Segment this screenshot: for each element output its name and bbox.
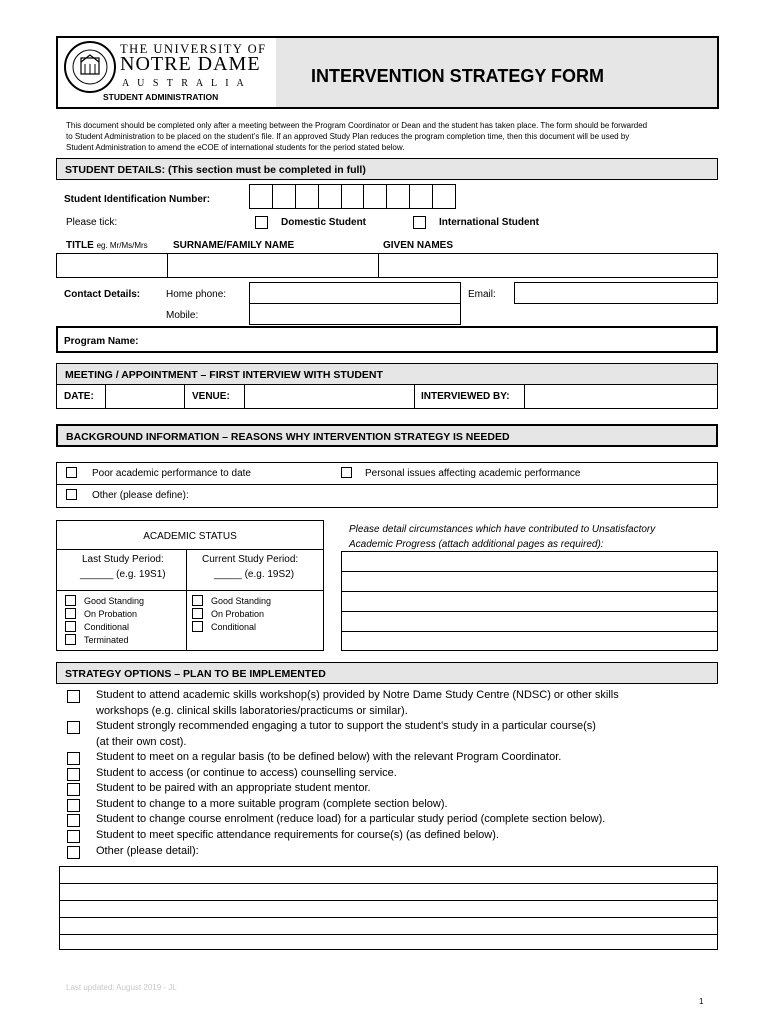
last-terminated-checkbox[interactable] <box>65 634 76 645</box>
circumstances-rule <box>341 611 718 612</box>
other-detail-rule <box>59 900 718 901</box>
interviewed-by-field[interactable] <box>524 384 718 409</box>
date-field[interactable] <box>105 384 185 409</box>
circumstances-rule <box>341 571 718 572</box>
other-define-label: Other (please define): <box>92 490 189 501</box>
strategy-option-8-checkbox[interactable] <box>67 830 80 843</box>
strategy-option-3-line1: Student to meet on a regular basis (to be defined below) with the relevant Program Coordinator. <box>96 751 562 763</box>
current-conditional-checkbox[interactable] <box>192 621 203 632</box>
current-good-standing-checkbox[interactable] <box>192 595 203 606</box>
university-line1: THE UNIVERSITY OF <box>120 42 267 56</box>
strategy-option-5-checkbox[interactable] <box>67 783 80 796</box>
given-names-field[interactable] <box>378 253 718 278</box>
strategy-option-7-checkbox[interactable] <box>67 814 80 827</box>
last-period-label: Last Study Period: <box>82 554 164 565</box>
last-conditional-checkbox[interactable] <box>65 621 76 632</box>
domestic-label: Domestic Student <box>281 217 367 228</box>
surname-field[interactable] <box>167 253 379 278</box>
venue-label: VENUE: <box>192 391 230 402</box>
strategy-option-2-line2: (at their own cost). <box>96 736 187 748</box>
email-field[interactable] <box>514 282 718 304</box>
domestic-checkbox[interactable] <box>255 216 268 229</box>
circumstances-line2: Academic Progress (attach additional pages as required): <box>349 539 604 550</box>
home-phone-field[interactable] <box>249 282 461 304</box>
current-on-probation-checkbox[interactable] <box>192 608 203 619</box>
interviewed-by-label: INTERVIEWED BY: <box>421 391 510 402</box>
student-id-label: Student Identification Number: <box>64 194 211 205</box>
program-name-label: Program Name: <box>64 336 139 347</box>
circumstances-line1: Please detail circumstances which have contributed to Unsatisfactory <box>349 524 656 535</box>
university-line2: NOTRE DAME <box>120 53 261 75</box>
last-good-standing-checkbox[interactable] <box>65 595 76 606</box>
title-label <box>66 240 148 251</box>
strategy-option-7-line1: Student to change course enrolment (reduce load) for a particular study period (complete section below). <box>96 813 606 825</box>
date-label: DATE: <box>64 391 94 402</box>
student-details-heading: STUDENT DETAILS: (This section must be completed in full) <box>56 158 718 180</box>
academic-status-heading: ACADEMIC STATUS <box>143 531 237 542</box>
other-detail-rule <box>59 917 718 918</box>
strategy-option-9-checkbox[interactable] <box>67 846 80 859</box>
current-conditional-label: Conditional <box>211 622 257 632</box>
student-id-boxes[interactable] <box>249 184 456 209</box>
last-updated-note: Last updated: August 2019 - JL <box>66 983 177 992</box>
other-detail-rule <box>59 883 718 884</box>
strategy-option-1-checkbox[interactable] <box>67 690 80 703</box>
home-phone-label: Home phone: <box>166 289 227 300</box>
circumstances-rule <box>341 631 718 632</box>
meeting-heading: MEETING / APPOINTMENT – FIRST INTERVIEW WITH STUDENT <box>56 363 718 385</box>
other-define-checkbox[interactable] <box>66 489 77 500</box>
current-period-label: Current Study Period: <box>202 554 299 565</box>
university-line3: A U S T R A L I A <box>122 78 247 89</box>
contact-details-label: Contact Details: <box>64 289 141 300</box>
strategy-option-6-checkbox[interactable] <box>67 799 80 812</box>
last-terminated-label: Terminated <box>84 635 129 645</box>
surname-label: SURNAME/FAMILY NAME <box>173 240 295 251</box>
please-tick-label: Please tick: <box>66 217 118 228</box>
department-label: STUDENT ADMINISTRATION <box>103 92 219 102</box>
strategy-option-1-line2: workshops (e.g. clinical skills laboratories/practicums or similar). <box>96 705 408 717</box>
title-field[interactable] <box>56 253 168 278</box>
title-label-text: TITLE <box>66 240 94 251</box>
last-period-hint: ______ (e.g. 19S1) <box>80 569 166 580</box>
form-title: INTERVENTION STRATEGY FORM <box>311 66 605 86</box>
strategy-option-4-checkbox[interactable] <box>67 768 80 781</box>
program-name-field[interactable] <box>56 326 718 353</box>
email-label: Email: <box>468 289 496 300</box>
last-on-probation-checkbox[interactable] <box>65 608 76 619</box>
personal-issues-label: Personal issues affecting academic performance <box>365 468 581 479</box>
page-number: 1 <box>699 997 704 1006</box>
academic-status-divider1 <box>56 549 324 550</box>
poor-performance-label: Poor academic performance to date <box>92 468 251 479</box>
current-on-probation-label: On Probation <box>211 609 265 619</box>
intro-line3: Student Administration to amend the eCOE of international students for the period stated below. <box>66 143 405 152</box>
mobile-label: Mobile: <box>166 310 199 321</box>
circumstances-rule <box>341 591 718 592</box>
last-conditional-label: Conditional <box>84 622 130 632</box>
university-seal-icon <box>63 40 117 94</box>
current-good-standing-label: Good Standing <box>211 596 272 606</box>
other-detail-lines[interactable] <box>59 866 718 950</box>
international-label: International Student <box>439 217 539 228</box>
circumstances-lines[interactable] <box>341 551 718 651</box>
international-checkbox[interactable] <box>413 216 426 229</box>
academic-status-divider2 <box>56 590 324 591</box>
strategy-option-6-line1: Student to change to a more suitable program (complete section below). <box>96 798 448 810</box>
other-detail-rule <box>59 934 718 935</box>
intro-line2: to Student Administration to be placed on the student’s file. If an approved Study Plan reduces the program completion time, then this document will be used by <box>66 132 630 141</box>
strategy-option-9-line1: Other (please detail): <box>96 845 199 857</box>
given-names-label: GIVEN NAMES <box>383 240 454 251</box>
poor-performance-checkbox[interactable] <box>66 467 77 478</box>
intro-line1: This document should be completed only after a meeting between the Program Coordinator or Dean and the student has taken place. The form should be forwarded <box>66 121 648 130</box>
background-heading: BACKGROUND INFORMATION – REASONS WHY INTERVENTION STRATEGY IS NEEDED <box>56 424 718 447</box>
personal-issues-checkbox[interactable] <box>341 467 352 478</box>
background-divider <box>56 484 718 485</box>
title-hint: eg. Mr/Ms/Mrs <box>96 241 148 250</box>
strategy-option-5-line1: Student to be paired with an appropriate student mentor. <box>96 782 371 794</box>
last-good-standing-label: Good Standing <box>84 596 145 606</box>
strategy-option-2-line1: Student strongly recommended engaging a tutor to support the student’s study in a particular course(s) <box>96 720 596 732</box>
mobile-field[interactable] <box>249 303 461 325</box>
strategy-option-8-line1: Student to meet specific attendance requirements for course(s) (as defined below). <box>96 829 499 841</box>
strategy-option-1-line1: Student to attend academic skills workshop(s) provided by Notre Dame Study Centre (NDSC) or other skills <box>96 689 619 701</box>
last-on-probation-label: On Probation <box>84 609 138 619</box>
strategy-heading: STRATEGY OPTIONS – PLAN TO BE IMPLEMENTED <box>56 662 718 684</box>
strategy-option-4-line1: Student to access (or continue to access) counselling service. <box>96 767 397 779</box>
strategy-option-2-checkbox[interactable] <box>67 721 80 734</box>
venue-field[interactable] <box>244 384 415 409</box>
academic-status-vdivider <box>186 549 187 651</box>
strategy-option-3-checkbox[interactable] <box>67 752 80 765</box>
current-period-hint: _____ (e.g. 19S2) <box>214 569 295 580</box>
